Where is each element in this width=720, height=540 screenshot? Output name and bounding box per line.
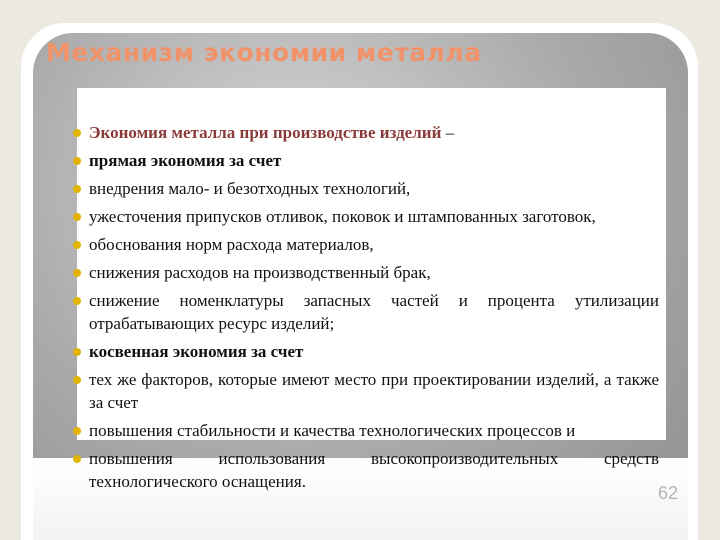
bullet-text: тех же факторов, которые имеют место при проектировании изделий, а также за счет [89, 370, 659, 412]
bullet-text: снижение номенклатуры запасных частей и процента утилизации отрабатывающих ресурс изделий; [89, 291, 659, 333]
bullet-icon [73, 185, 81, 193]
bullet-icon [73, 427, 81, 435]
bullet-icon [73, 129, 81, 137]
bullet-item [72, 177, 659, 200]
bullet-icon [73, 297, 81, 305]
bullet-item [72, 447, 659, 493]
bullet-text: снижения расходов на производственный брак, [89, 263, 431, 282]
bullet-text: прямая экономия за счет [89, 151, 282, 170]
bullet-icon [73, 241, 81, 249]
page-number: 62 [658, 483, 679, 503]
bullet-text: внедрения мало- и безотходных технологий, [89, 179, 411, 198]
bullet-icon [73, 157, 81, 165]
bullet-icon [73, 213, 81, 221]
bullet-item [72, 419, 659, 442]
bullet-item [72, 233, 659, 256]
bullet-item [72, 289, 659, 335]
bullet-item [72, 121, 659, 144]
bullet-item [72, 149, 659, 172]
bullet-text: Экономия металла при производстве изделий [89, 123, 442, 142]
bullet-icon [73, 455, 81, 463]
bullet-text: обоснования норм расхода материалов, [89, 235, 374, 254]
bullet-suffix: – [441, 123, 455, 142]
bullet-item [72, 368, 659, 414]
bullet-text: ужесточения припусков отливок, поковок и штампованных заготовок, [89, 207, 596, 226]
bullet-text: косвенная экономия за счет [89, 342, 304, 361]
bullet-text: повышения использования высокопроизводительных средств технологического оснащения. [89, 449, 659, 491]
bullet-item [72, 340, 659, 363]
bullet-icon [73, 269, 81, 277]
bullet-text: повышения стабильности и качества технологических процессов и [89, 421, 576, 440]
slide-title: Механизм экономии металла [46, 38, 482, 67]
bullet-item [72, 205, 659, 228]
bullet-icon [73, 348, 81, 356]
bullet-item [72, 261, 659, 284]
bullet-list [72, 121, 659, 498]
bullet-icon [73, 376, 81, 384]
